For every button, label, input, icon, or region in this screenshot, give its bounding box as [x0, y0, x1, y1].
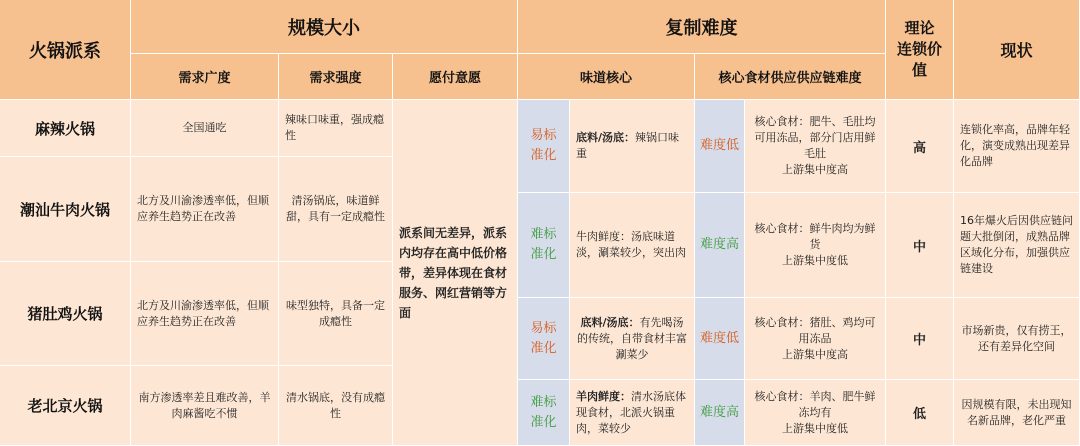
row-supply-text: 核心食材：羊肉、肥牛鲜冻均有 上游集中度低 [745, 380, 886, 446]
row-status: 16年爆火后因供应链问题大批倒闭，成熟品牌区域化分布，加强供应链建设 [954, 193, 1080, 298]
flavor-key: 羊肉鲜度： [576, 389, 631, 403]
row-status: 市场新贵，仅有捞王，还有差异化空间 [954, 298, 1080, 380]
row-flavor-text [570, 100, 695, 193]
row-supply-text: 核心食材：猪肚、鸡均可用冻品 上游集中度高 [745, 298, 886, 380]
header-willingness: 愿付意愿 [393, 54, 518, 100]
row-intensity: 味型独特，具备一定成瘾性 [279, 262, 393, 366]
row-flavor-tag: 易标准化 [518, 100, 570, 193]
row-name: 麻辣火锅 [0, 100, 131, 157]
row-supply-tag: 难度低 [695, 100, 745, 193]
header-supply-difficulty: 核心食材供应供应链难度 [695, 54, 886, 100]
header-replicate: 复制难度 [518, 0, 886, 54]
row-breadth: 北方及川渝渗透率低，但顺应养生趋势正在改善 [131, 157, 279, 262]
row-name: 老北京火锅 [0, 366, 131, 446]
row-status: 连锁化率高，品牌年轻化，演变成熟出现差异化品牌 [954, 100, 1080, 193]
row-supply-text: 核心食材：肥牛、毛肚均可用冻品，部分门店用鲜毛肚 上游集中度高 [745, 100, 886, 193]
header-status: 现状 [954, 0, 1080, 100]
row-value: 中 [886, 298, 954, 380]
header-demand-intensity: 需求强度 [279, 54, 393, 100]
row-flavor-text: 牛肉鲜度：汤底味道淡，涮菜较少，突出肉 [570, 193, 695, 298]
row-flavor-text [570, 298, 695, 380]
flavor-desc: 清水汤底体现食材，北派火锅重肉，菜较少 [576, 389, 686, 435]
header-school: 火锅派系 [0, 0, 131, 100]
header-value: 理论 连锁价 值 [886, 0, 954, 100]
row-name: 猪肚鸡火锅 [0, 262, 131, 366]
flavor-key: 底料/汤底： [576, 131, 636, 144]
willingness-merged-cell: 派系间无差异，派系内均存在高中低价格带，差异体现在食材服务、网红营销等方面 [393, 100, 518, 446]
row-status: 因规模有限，未出现知名新品牌，老化严重 [954, 380, 1080, 446]
row-value: 中 [886, 193, 954, 298]
row-flavor-text [570, 380, 695, 446]
row-supply-text: 核心食材：鲜牛肉均为鲜货 上游集中度低 [745, 193, 886, 298]
flavor-desc: 辣锅口味重 [576, 131, 680, 160]
row-breadth: 全国通吃 [131, 100, 279, 157]
row-supply-tag: 难度低 [695, 298, 745, 380]
flavor-desc: 有先喝汤的传统，自带食材丰富涮菜少 [577, 315, 687, 361]
row-name: 潮汕牛肉火锅 [0, 157, 131, 262]
row-intensity: 辣味口味重，强成瘾性 [279, 100, 393, 157]
row-flavor-tag: 难标准化 [518, 380, 570, 446]
header-demand-breadth: 需求广度 [131, 54, 279, 100]
row-intensity: 清汤锅底，味道鲜甜，具有一定成瘾性 [279, 157, 393, 262]
row-value: 高 [886, 100, 954, 193]
header-scale: 规模大小 [131, 0, 518, 54]
row-supply-tag: 难度高 [695, 380, 745, 446]
row-flavor-tag: 易标准化 [518, 298, 570, 380]
row-value: 低 [886, 380, 954, 446]
header-flavor-core: 味道核心 [518, 54, 695, 100]
row-flavor-tag: 难标准化 [518, 193, 570, 298]
row-intensity: 清水锅底，没有成瘾 性 [279, 366, 393, 446]
row-breadth: 南方渗透率差且难改善，羊肉麻酱吃不惯 [131, 366, 279, 446]
row-supply-tag: 难度高 [695, 193, 745, 298]
flavor-key: 底料/汤底： [580, 315, 640, 329]
row-breadth: 北方及川渝渗透率低，但顺应养生趋势正在改善 [131, 262, 279, 366]
